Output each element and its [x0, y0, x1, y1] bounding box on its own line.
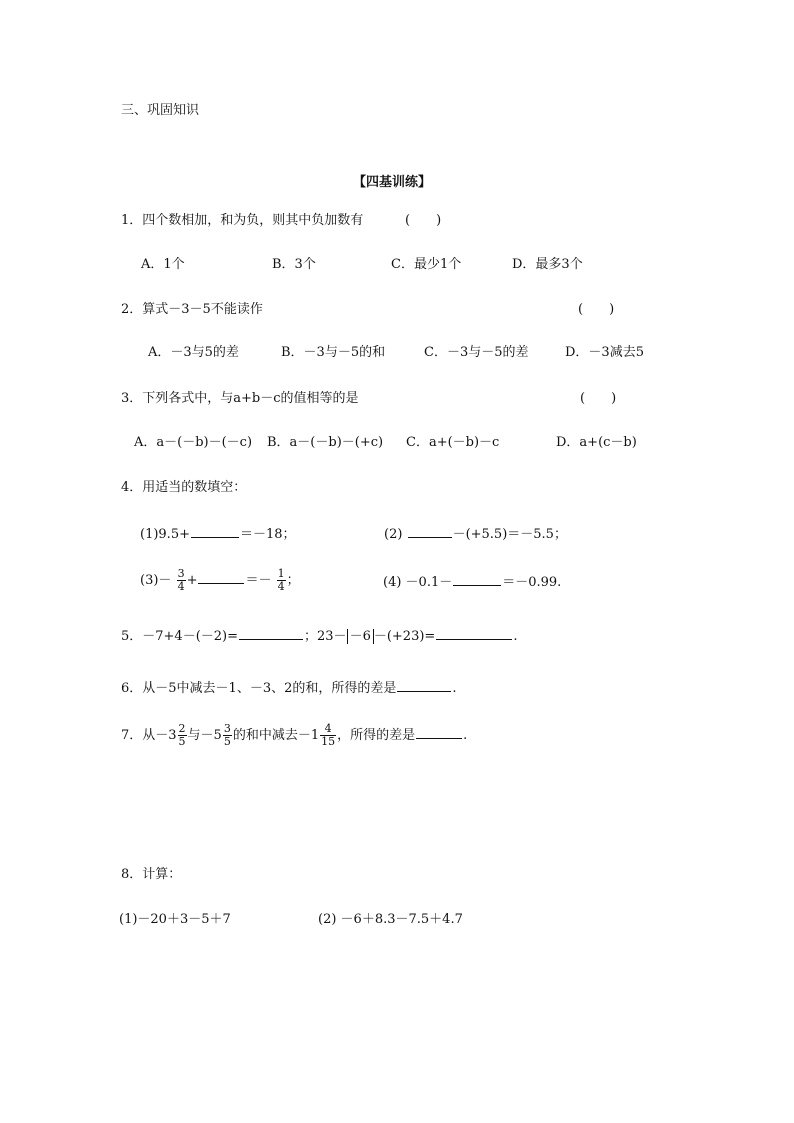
- q7-middle-1: 与－5: [187, 728, 222, 743]
- question-2-option-c: C．－3与－5的差: [424, 345, 529, 360]
- q7-middle-2: 的和中减去－1: [232, 728, 320, 743]
- q4-p2-suffix: －(+5.5)＝－5.5；: [452, 527, 567, 542]
- q4-p4-suffix: ＝－0.99.: [502, 575, 562, 590]
- question-1-option-d: D．最多3个: [512, 257, 583, 272]
- q4-p4-prefix: (4) －0.1－: [383, 575, 453, 590]
- q7-frac3-num: 4: [320, 723, 336, 736]
- q7-prefix: 7．从－3: [121, 728, 177, 743]
- q4-p1-prefix: (1)9.5+: [140, 527, 190, 542]
- q7-suffix: .: [463, 728, 468, 743]
- q4-p3-plus: +: [186, 573, 198, 588]
- q4-p3-frac2-num: 1: [277, 567, 285, 580]
- q4-p3-frac2-den: 4: [277, 580, 285, 593]
- q4-p3-fraction-1: [177, 568, 186, 593]
- question-8-stem: 8．计算：: [121, 867, 182, 882]
- question-4-stem: 4．用适当的数填空：: [121, 480, 247, 495]
- question-7: [121, 720, 467, 752]
- q4-p3-blank[interactable]: [198, 571, 244, 584]
- training-title: 【四基训练】: [353, 175, 432, 190]
- q7-frac2-num: 3: [223, 722, 231, 735]
- q4-p3-fraction-2: [277, 568, 286, 593]
- q6-prefix: 6．从－5中减去－1、－3、2的和，所得的差是: [121, 681, 397, 696]
- question-3-option-d: D．a+(c－b): [556, 435, 637, 450]
- section-heading: 三、巩固知识: [121, 103, 200, 118]
- question-1-option-a: A．1个: [141, 257, 185, 272]
- question-3-option-b: B．a－(－b)－(+c): [267, 435, 384, 450]
- q4-p3-frac1-den: 4: [177, 580, 185, 593]
- question-3-option-c: C．a+(－b)－c: [406, 435, 500, 450]
- q4-p2-blank[interactable]: [408, 525, 452, 538]
- question-4-part-3: [140, 566, 300, 596]
- q7-frac1-den: 5: [178, 735, 186, 748]
- question-4-part-4: [383, 573, 561, 591]
- q5-absolute-value: －6: [347, 629, 374, 644]
- q7-fraction-3: [320, 723, 336, 748]
- q4-p3-equals: ＝－: [245, 573, 272, 588]
- q7-frac1-num: 2: [178, 722, 186, 735]
- q4-p1-suffix: ＝－18；: [239, 527, 296, 542]
- q5-prefix: 5．－7+4－(－2)=: [121, 629, 239, 644]
- question-2-option-d: D．－3减去5: [565, 345, 644, 360]
- q7-frac2-den: 5: [223, 735, 231, 748]
- q5-suffix: .: [513, 629, 518, 644]
- question-8-part-2: (2) －6＋8.3－7.5＋4.7: [318, 912, 463, 927]
- q7-fraction-2: [223, 723, 232, 748]
- question-2-option-a: A．－3与5的差: [148, 345, 239, 360]
- question-1-option-c: C．最少1个: [391, 257, 462, 272]
- q5-blank-1[interactable]: [239, 627, 303, 640]
- q4-p3-frac1-num: 3: [177, 567, 185, 580]
- q5-middle-1: ；23－: [304, 629, 347, 644]
- question-2-option-b: B．－3与－5的和: [281, 345, 386, 360]
- q6-blank[interactable]: [397, 679, 451, 692]
- question-2-answer-paren: ( ): [578, 302, 615, 317]
- question-1-option-b: B．3个: [272, 257, 316, 272]
- question-5: [121, 627, 517, 645]
- question-3-option-a: A．a－(－b)－(－c): [134, 435, 253, 450]
- q4-p3-prefix: (3)－: [140, 573, 172, 588]
- question-3-answer-paren: ( ): [580, 391, 617, 406]
- q4-p3-suffix: ；: [286, 573, 300, 588]
- q4-p1-blank[interactable]: [191, 525, 239, 538]
- q4-p2-prefix: (2): [384, 527, 403, 542]
- q6-suffix: .: [452, 681, 457, 696]
- question-1-answer-paren: ( ): [405, 213, 442, 228]
- q7-fraction-1: [178, 723, 187, 748]
- q4-p4-blank[interactable]: [453, 573, 501, 586]
- q7-blank[interactable]: [416, 726, 462, 739]
- question-4-part-2: [384, 525, 567, 543]
- question-8-part-1: (1)－20＋3－5＋7: [119, 912, 231, 927]
- q5-blank-2[interactable]: [436, 627, 512, 640]
- question-3-stem: 3．下列各式中，与a+b－c的值相等的是: [121, 391, 359, 406]
- q7-middle-3: ，所得的差是: [337, 728, 416, 743]
- q5-middle-2: －(+23)=: [373, 629, 436, 644]
- question-6: [121, 679, 457, 697]
- q7-frac3-den: 15: [321, 735, 336, 748]
- question-4-part-1: [140, 525, 296, 543]
- question-1-stem: 1．四个数相加，和为负，则其中负加数有: [121, 213, 364, 228]
- question-2-stem: 2．算式－3－5不能读作: [121, 302, 263, 317]
